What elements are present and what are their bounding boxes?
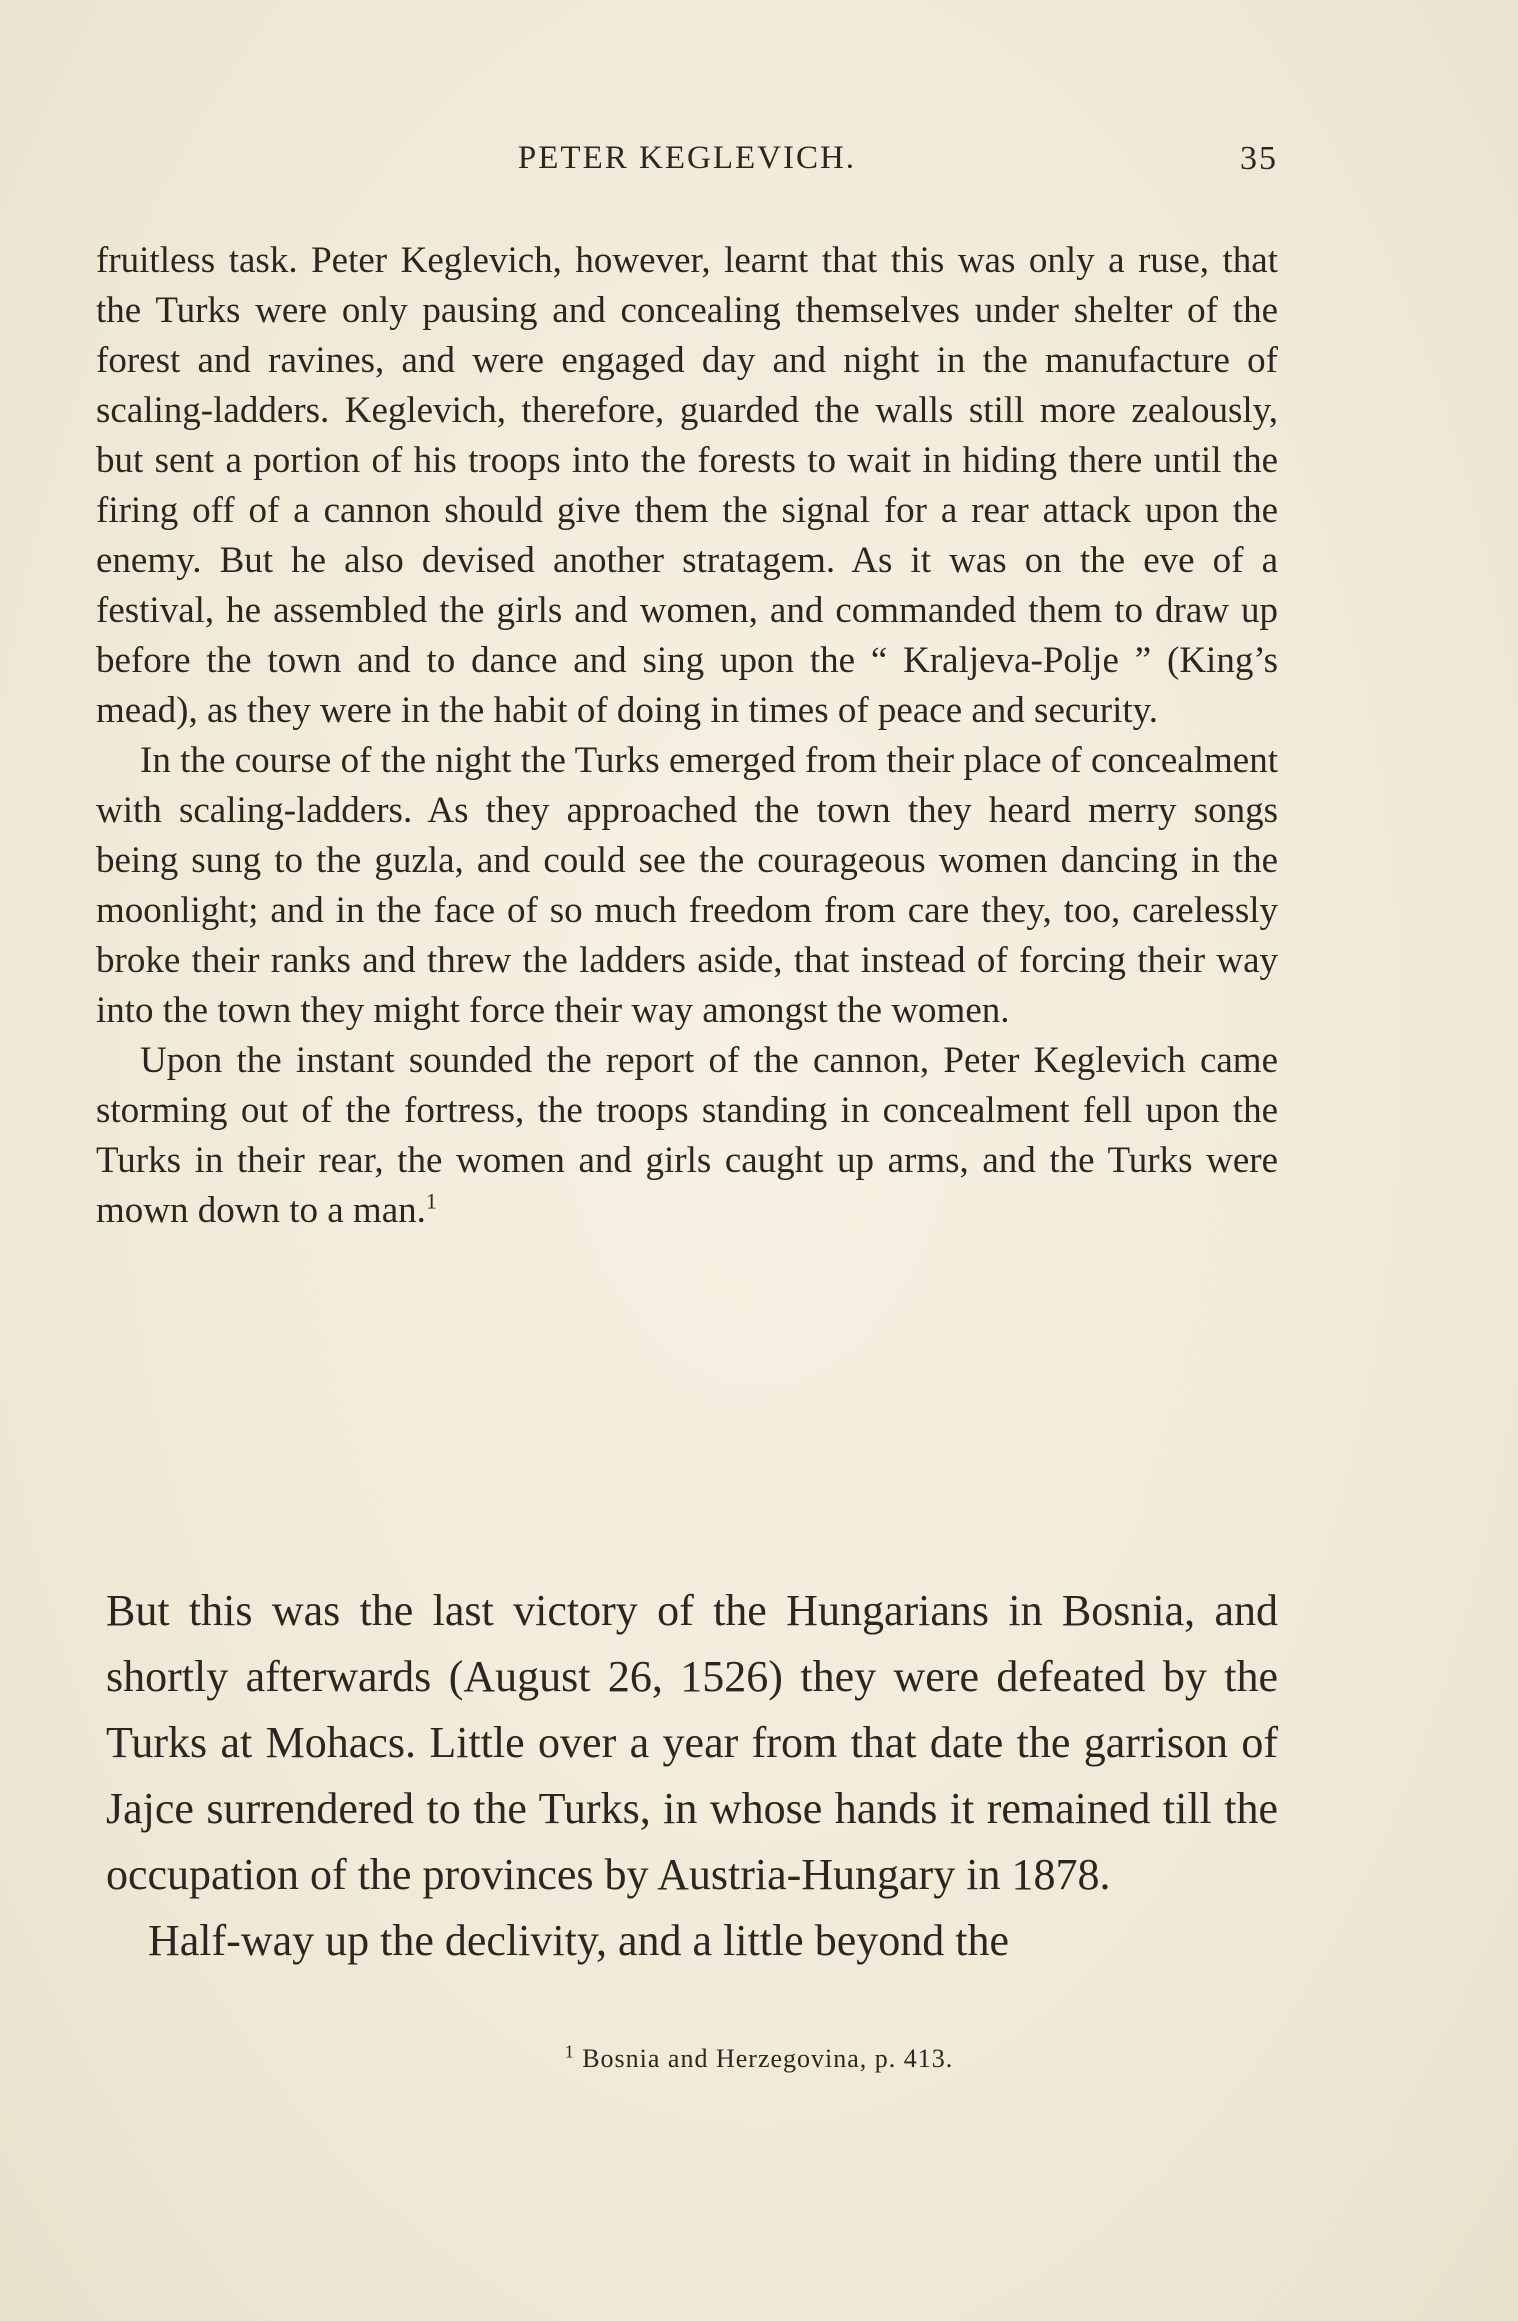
paragraph-2-text: In the course of the night the Turks emerged from their place of concealment with scaling-ladders. As they approached the town they heard merry songs being sung to the guzla, and could see the courageous women dancing in the moonlight; and in the face of so much freedom from care they, too, carelessly broke their ranks and threw the ladders aside, that instead of forcing their way into the town they might force their way amongst the women. xyxy=(96,740,1278,1031)
footnote xyxy=(0,2041,1518,2074)
large-paragraph-1-text: But this was the last victory of the Hungarians in Bosnia, and shortly afterwards (August 26, 1526) they were defeated by the Turks at Mohacs. Little over a year from that date the garrison of Jajce surrendered to the Turks, in whose hands it remained till the occupation of the provinces by Austria-Hungary in 1878. xyxy=(106,1586,1278,1899)
footnote-text: Bosnia and Herzegovina, p. 413. xyxy=(582,2044,954,2073)
large-paragraph-1 xyxy=(106,1578,1278,1908)
paragraph-1-text: fruitless task. Peter Keglevich, however, learnt that this was only a ruse, that the Turks were only pausing and concealing themselves under shelter of the forest and ravines, and were engaged day and night in the manufacture of scaling-ladders. Keglevich, therefore, guarded the walls still more zealously, but sent a portion of his troops into the forests to wait in hiding there until the firing off of a cannon should give them the signal for a rear attack upon the enemy. But he also devised another stratagem. As it was on the eve of a festival, he assembled the girls and women, and commanded them to draw up before the town and to dance and sing upon the “ Kraljeva-Polje ” (King’s mead), as they were in the habit of doing in times of peace and security. xyxy=(96,240,1278,731)
footnote-reference: 1 xyxy=(425,1188,437,1214)
main-text xyxy=(96,236,1278,1236)
running-head xyxy=(96,140,1278,190)
footnote-marker: 1 xyxy=(564,2041,575,2062)
large-paragraph-2 xyxy=(106,1908,1278,1974)
large-type-text xyxy=(106,1578,1278,1974)
large-paragraph-2-text: Half-way up the declivity, and a little beyond the xyxy=(148,1916,1009,1965)
paragraph-1 xyxy=(96,236,1278,736)
page-number: 35 xyxy=(1240,140,1278,177)
paragraph-3 xyxy=(96,1036,1278,1236)
running-title: PETER KEGLEVICH. xyxy=(517,140,857,176)
paragraph-2 xyxy=(96,736,1278,1036)
paragraph-3-text: Upon the instant sounded the report of the cannon, Peter Keglevich came storming out of the fortress, the troops standing in concealment fell upon the Turks in their rear, the women and girls caught up arms, and the Turks were mown down to a man. xyxy=(96,1040,1278,1231)
